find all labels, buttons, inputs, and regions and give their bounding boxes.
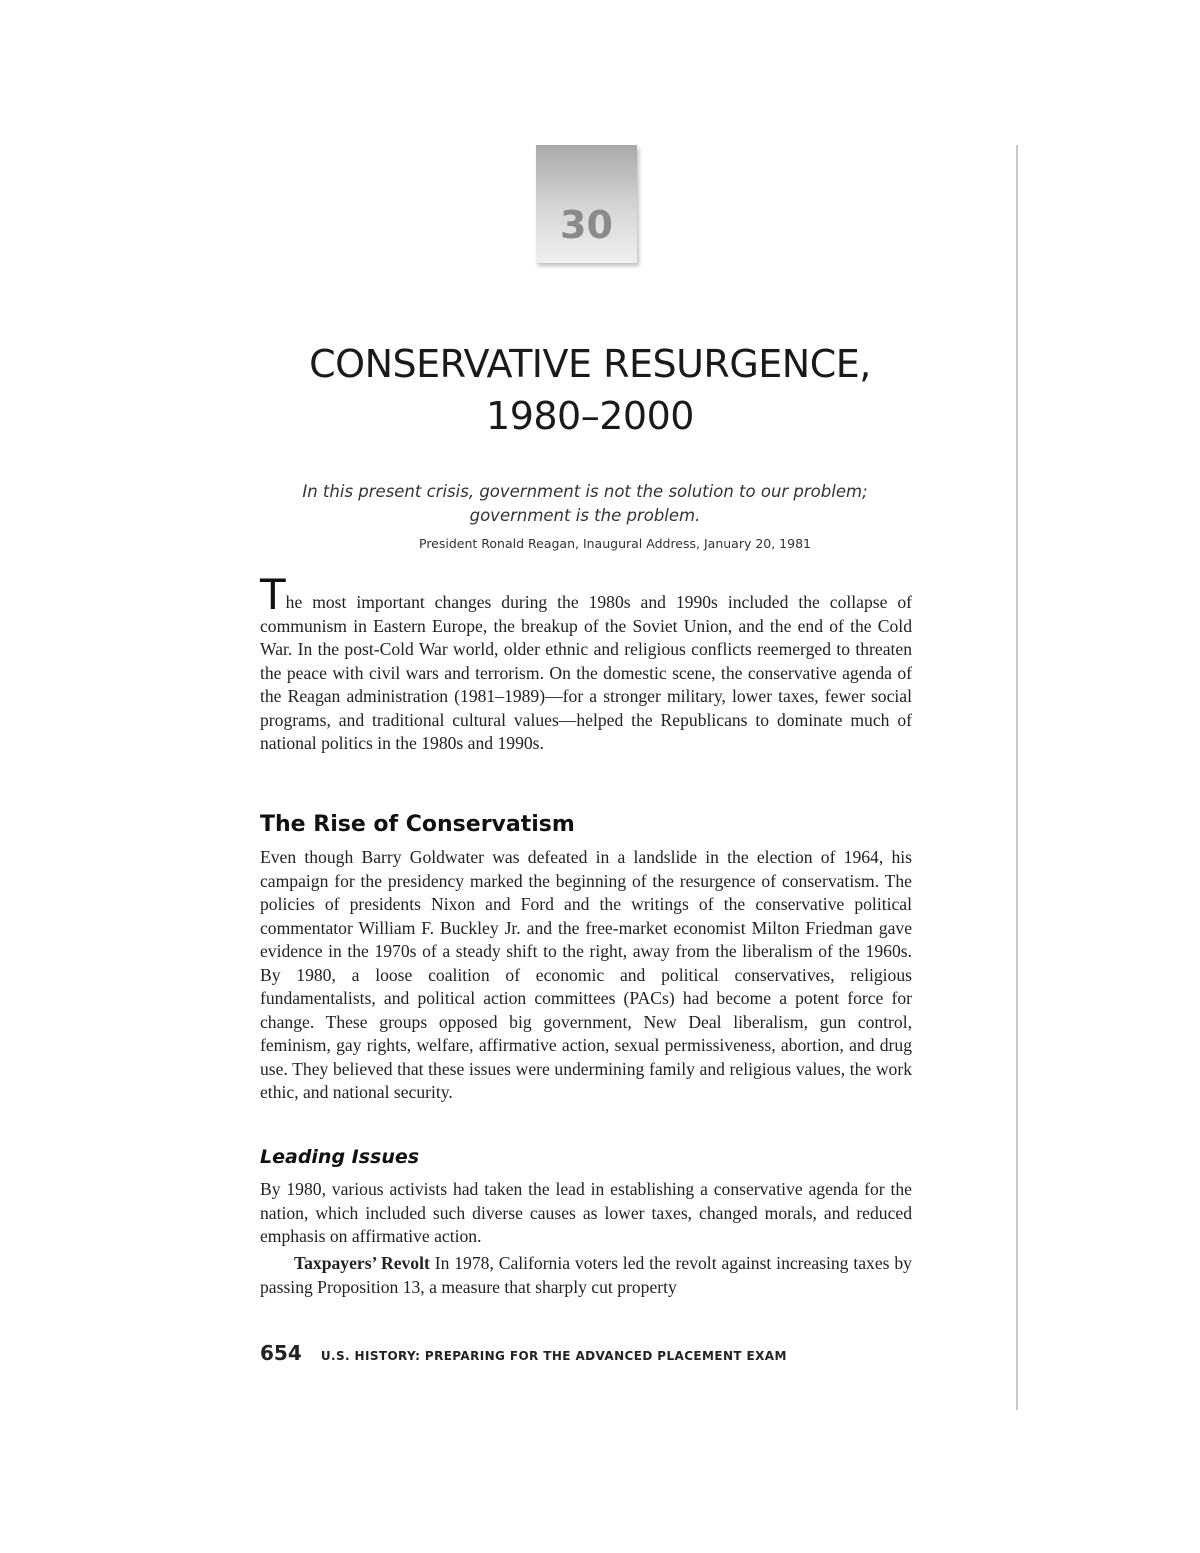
subsection-heading: Leading Issues: [260, 1146, 420, 1168]
intro-text: he most important changes during the 1980s and 1990s included the collapse of communism in Eastern Europe, the breakup of the Soviet Union, and the end of the Cold War. In the post-Cold War world, older ethnic and religious conflicts reemerged to threaten the peace with civil wars and terrorism. On the domestic scene, the conservative agenda of the Reagan administration (1981–1989)—for a stronger military, lower taxes, fewer social programs, and traditional cultural values—helped the Republicans to dominate much of national politics in the 1980s and 1990s.: [260, 592, 912, 753]
section-paragraph: Even though Barry Goldwater was defeated in a landslide in the election of 1964, his campaign for the presidency marked the beginning of the resurgence of conservatism. The policies of presidents Nixon and Ford and the writings of the conservative political commentator William F. Buckley Jr. and the free-market economist Milton Friedman gave evidence in the 1970s of a steady shift to the right, away from the liberalism of the 1960s. By 1980, a loose coalition of economic and political conservatives, religious fundamentalists, and political action committees (PACs) had become a potent force for change. These groups opposed big government, New Deal liberalism, gun control, feminism, gay rights, welfare, affirmative action, sexual permissiveness, abortion, and drug use. They believed that these issues were undermining family and religious values, the work ethic, and national security.: [260, 847, 912, 1102]
intro-paragraph: [260, 570, 912, 756]
taxpayers-text: In 1978, California voters led the revolt against increasing taxes by passing Proposition 13, a measure that sharply cut property: [260, 1253, 912, 1297]
page-edge-rule: [1016, 145, 1018, 1410]
chapter-number: 30: [560, 203, 613, 247]
book-title: U.S. HISTORY: PREPARING FOR THE ADVANCED PLACEMENT EXAM: [320, 1349, 787, 1363]
page-footer: [260, 1341, 787, 1365]
taxpayers-paragraph: [260, 1252, 912, 1299]
section-heading: The Rise of Conservatism: [260, 812, 575, 837]
chapter-title-line2: 1980–2000: [486, 394, 694, 438]
chapter-number-box: [536, 145, 637, 263]
page-number: 654: [260, 1341, 302, 1365]
chapter-title-line1: CONSERVATIVE RESURGENCE,: [309, 342, 871, 386]
subsection-paragraph: By 1980, various activists had taken the lead in establishing a conservative agenda for the nation, which included such diverse causes as lower taxes, changed morals, and reduced emphasis on affirmative action.: [260, 1179, 912, 1246]
taxpayers-run-in-heading: Taxpayers’ Revolt: [294, 1253, 430, 1273]
epigraph-line2: government is the problem.: [469, 506, 701, 525]
epigraph-attribution: President Ronald Reagan, Inaugural Address, January 20, 1981: [419, 536, 811, 551]
chapter-title: [200, 338, 980, 442]
epigraph-quote: [260, 480, 910, 528]
drop-cap: T: [260, 570, 286, 619]
epigraph-line1: In this present crisis, government is not the solution to our problem;: [302, 482, 868, 501]
